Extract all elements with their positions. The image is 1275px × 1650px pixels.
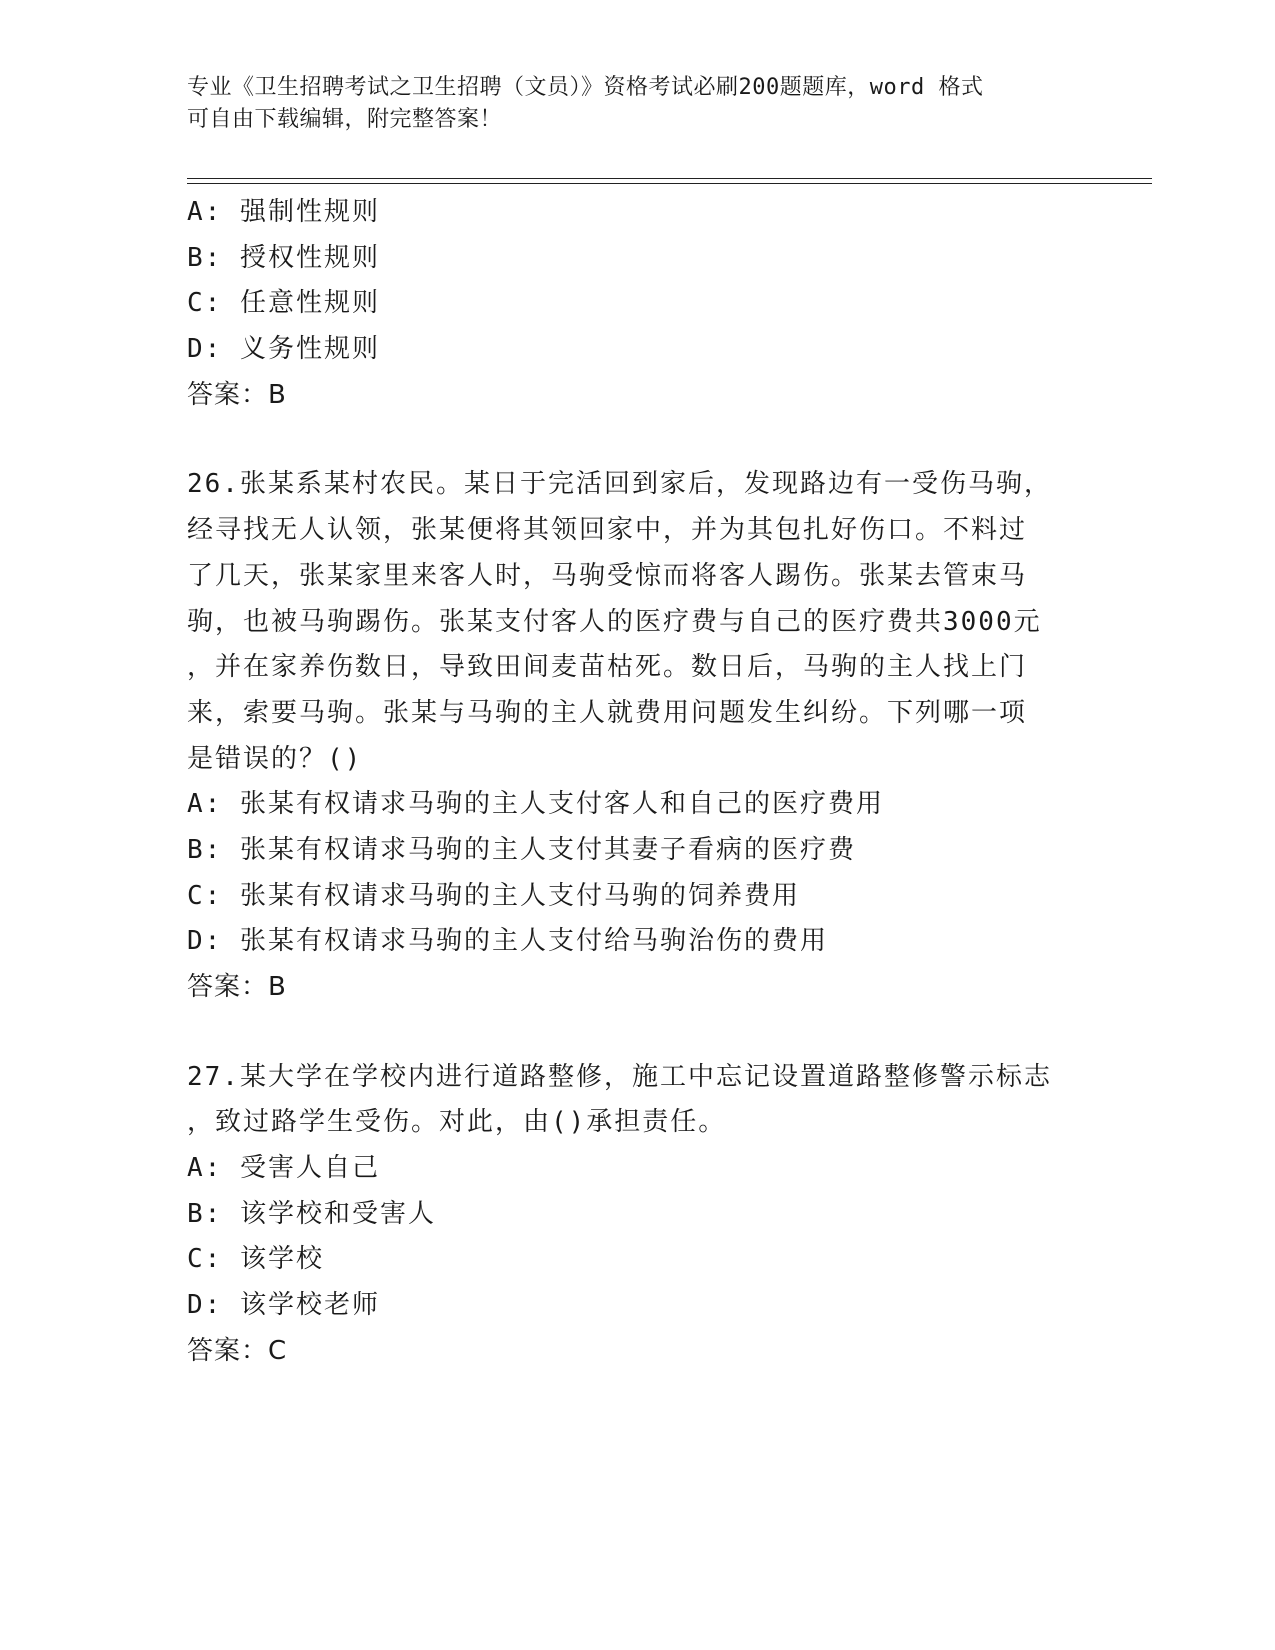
question-text-line: 了几天，张某家里来客人时，马驹受惊而将客人踢伤。张某去管束马 (187, 560, 1028, 591)
answer-line: 答案：C (187, 1335, 288, 1366)
question-text-line: 26.张某系某村农民。某日于完活回到家后，发现路边有一受伤马驹， (187, 469, 1052, 500)
question-text-line: 27.某大学在学校内进行道路整修，施工中忘记设置道路整修警示标志 (187, 1061, 1052, 1092)
header-line-2: 可自由下载编辑，附完整答案！ (187, 107, 503, 132)
question-text-line: 驹，也被马驹踢伤。张某支付客人的医疗费与自己的医疗费共3000元 (187, 606, 1042, 637)
header-divider-bottom (187, 183, 1152, 184)
option-a: A: 张某有权请求马驹的主人支付客人和自己的医疗费用 (187, 789, 884, 820)
header-divider-top (187, 178, 1152, 179)
question-text-line: 是错误的？() (187, 743, 363, 774)
option-a: A: 受害人自己 (187, 1153, 380, 1184)
document-header (187, 72, 1067, 136)
option-d: D: 该学校老师 (187, 1290, 380, 1321)
spacer (187, 1011, 1087, 1055)
question-block-26 (187, 462, 1087, 1010)
question-text-line: ，致过路学生受伤。对此，由()承担责任。 (187, 1107, 727, 1138)
option-c: C: 该学校 (187, 1244, 324, 1275)
option-d: D: 张某有权请求马驹的主人支付给马驹治伤的费用 (187, 926, 828, 957)
answer-line: 答案：B (187, 379, 287, 410)
question-block-25 (187, 190, 1087, 418)
answer-line: 答案：B (187, 972, 287, 1002)
question-text-line: ，并在家养伤数日，导致田间麦苗枯死。数日后，马驹的主人找上门 (187, 652, 1028, 683)
question-block-27 (187, 1055, 1087, 1375)
option-b: B: 该学校和受害人 (187, 1198, 436, 1229)
option-b: B: 授权性规则 (187, 242, 380, 273)
question-text-line: 经寻找无人认领，张某便将其领回家中，并为其包扎好伤口。不料过 (187, 515, 1028, 546)
option-c: C: 张某有权请求马驹的主人支付马驹的饲养费用 (187, 880, 800, 911)
document-body (187, 190, 1087, 1375)
option-a: A: 强制性规则 (187, 197, 380, 227)
spacer (187, 418, 1087, 462)
option-d: D: 义务性规则 (187, 334, 380, 365)
option-c: C: 任意性规则 (187, 288, 380, 319)
question-text-line: 来，索要马驹。张某与马驹的主人就费用问题发生纠纷。下列哪一项 (187, 697, 1028, 728)
header-line-1: 专业《卫生招聘考试之卫生招聘（文员）》资格考试必刷200题题库，word 格式 (187, 75, 984, 100)
option-b: B: 张某有权请求马驹的主人支付其妻子看病的医疗费 (187, 834, 856, 865)
